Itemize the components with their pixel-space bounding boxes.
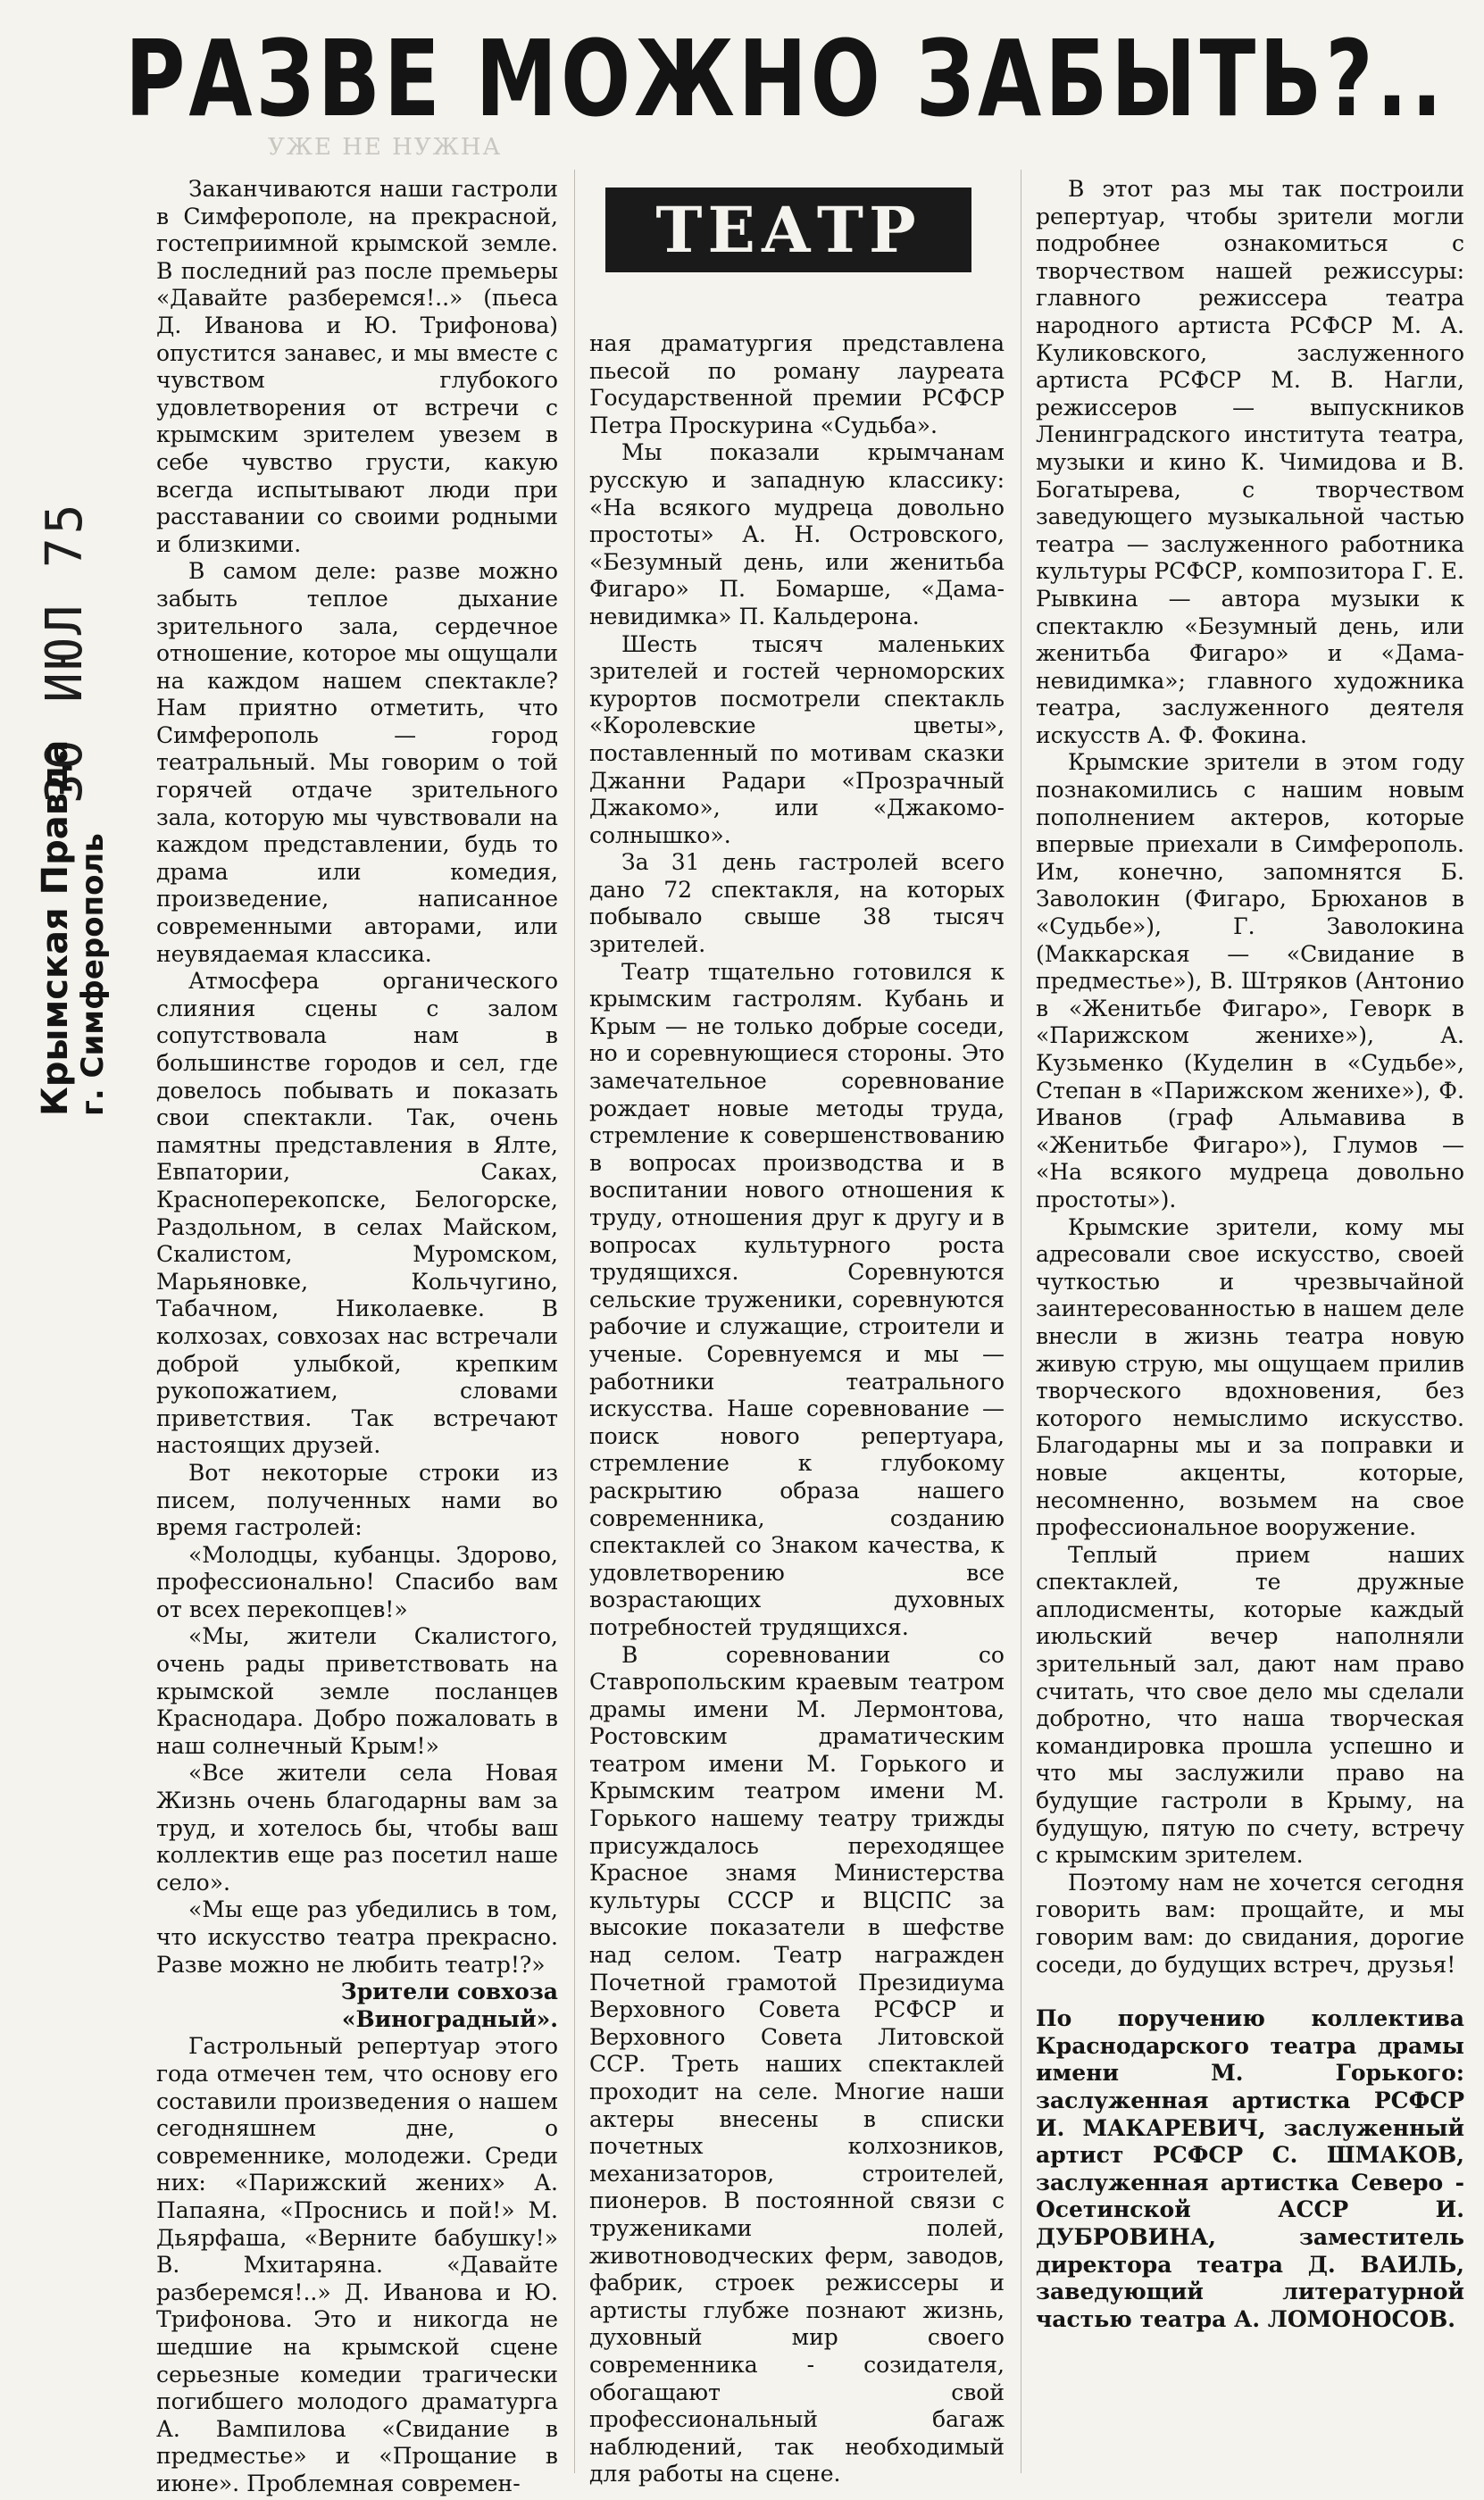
article-column-2: [589, 330, 1005, 2488]
quote: «Мы еще раз убедились в том, что искусство театра прекрасно. Разве можно не любить театр!?»: [156, 1896, 558, 1978]
paragraph: В соревновании со Ставропольским краевым театром драмы имени М. Лермонтова, Ростовским драматическим театром имени М. Горького и Крымским театром имени М. Горького нашему театру трижды присуждалось переходящее Красное знамя Министерства культуры СССР и ВЦСПС за высокие показатели в шефстве над селом. Театр награжден Почетной грамотой Президиума Верховного Совета РСФСР и Верховного Совета Литовской ССР. Треть наших спектаклей проходит на селе. Многие наши актеры внесены в списки почетных колхозников, механизаторов, строителей, пионеров. В постоянной связи с тружениками полей, животноводческих ферм, заводов, фабрик, строек режиссеры и артисты глубже познают жизнь, духовный мир своего современника - созидателя, обогащают свой профессиональный багаж наблюдений, так необходимый для работы на сцене.: [589, 1641, 1005, 2488]
paragraph: Заканчиваются наши гастроли в Симферополе, на прекрасной, гостеприимной крымской земле. В последний раз после премьеры «Давайте разберемся!..» (пьеса Д. Иванова и Ю. Трифонова) опустится занавес, и мы вместе с чувством глубокого удовлетворения от встречи с крымским зрителем увезем в себе чувство грусти, какую всегда испытывают люди при расставании со своими родными и близкими.: [156, 176, 558, 557]
paragraph: Крымские зрители в этом году познакомились с нашим новым пополнением актеров, которые впервые приехали в Симферополь. Им, конечно, запомнятся Б. Заволокин (Фигаро, Брюханов в «Судьбе»), Г. Заволокина (Маккарская — «Свидание в предместье»), В. Штряков (Антонио в «Женитьбе Фигаро», Геворк в «Парижском женихе»), А. Кузьменко (Куделин в «Судьбе», Степан в «Парижском женихе»), Ф. Иванов (граф Альмавива в «Женитьбе Фигаро»), Глумов — «На всякого мудреца довольно простоты»).: [1036, 749, 1464, 1212]
rubric-label: ТЕАТР: [655, 193, 921, 267]
paragraph: Гастрольный репертуар этого года отмечен тем, что основу его составили произведения о нашем сегодняшнем дне, о современнике, молодежи. Среди них: «Парижский жених» А. Папаяна, «Проснись и пой!» М. Дьярфаша, «Верните бабушку!» В. Мхитаряна. «Давайте разберемся!..» Д. Иванова и Ю. Трифонова. Это и никогда не шедшие на крымской сцене серьезные комедии трагически погибшего молодого драматурга А. Вампилова «Свидание в предместье» и «Прощание в июне». Проблемная современ-: [156, 2033, 558, 2496]
paragraph: Теплый прием наших спектаклей, те дружные аплодисменты, которые каждый июльский вечер наполняли зрительный зал, дают нам право считать, что свое дело мы сделали добротно, что наша творческая командировка прошла успешно и что мы заслужили право на будущие гастроли в Крыму, на будущую, пятую по счету, встречу с крымским зрителем.: [1036, 1541, 1464, 1869]
article-column-3: [1036, 176, 1464, 2333]
quote: «Все жители села Новая Жизнь очень благодарны вам за труд, и хотелось бы, чтобы ваш коллектив еще раз посетил наше село».: [156, 1760, 558, 1896]
paragraph: Вот некоторые строки из писем, полученных нами во время гастролей:: [156, 1459, 558, 1541]
rubric-banner: [605, 188, 971, 272]
paragraph: Атмосфера органического слияния сцены с залом сопутствовала нам в большинстве городов и сел, где довелось побывать и показать свои спектакли. Так, очень памятны представления в Ялте, Евпатории, Саках, Красноперекопске, Белогорске, Раздольном, в селах Майском, Скалистом, Муромском, Марьяновке, Кольчугино, Табачном, Николаевке. В колхозах, совхозах нас встречали доброй улыбкой, крепким рукопожатием, словами приветствия. Так встречают настоящих друзей.: [156, 968, 558, 1459]
quote: «Мы, жители Скалистого, очень рады приветствовать на крымской земле посланцев Краснодара. Добро пожаловать в наш солнечный Крым!»: [156, 1623, 558, 1759]
paragraph: Поэтому нам не хочется сегодня говорить вам: прощайте, и мы говорим вам: до свидания, дорогие соседи, до будущих встреч, друзья!: [1036, 1869, 1464, 1978]
paragraph: Театр тщательно готовился к крымским гастролям. Кубань и Крым — не только добрые соседи, но и соревнующиеся стороны. Это замечательное соревнование рождает новые методы труда, стремление к совершенствованию в вопросах производства и в воспитании нового отношения к труду, отношения друг к другу и в вопросах культурного роста трудящихся. Соревнуются сельские труженики, соревнуются рабочие и служащие, строители и ученые. Соревнуемся и мы — работники театрального искусства. Наше соревнование — поиск нового репертуара, стремление к глубокому раскрытию образа нашего современника, созданию спектаклей со Знаком качества, к удовлетворению все возрастающих духовных потребностей трудящихся.: [589, 958, 1005, 1640]
headline: РАЗВЕ МОЖНО ЗАБЫТЬ?..: [125, 17, 1446, 140]
paragraph: В самом деле: разве можно забыть теплое дыхание зрительного зала, сердечное отношение, которое мы ощущали на каждом нашем спектакле? Нам приятно отметить, что Симферополь — город театральный. Мы говорим о той горячей отдаче зрительного зала, которую мы чувствовали на каждом представлении, будь то драма или комедия, произведение, написанное современными авторами, или неувядаемая классика.: [156, 558, 558, 967]
quote-signature: Зрители совхоза «Виноградный».: [340, 1979, 558, 2032]
column-divider: [574, 170, 575, 2473]
date-stamp: 30 ИЮЛ 75: [36, 500, 94, 804]
publication-stamp: [36, 705, 111, 1116]
paragraph: Мы показали крымчанам русскую и западную классику: «На всякого мудреца довольно простоты» А. Н. Островского, «Безумный день, или женитьба Фигаро» П. Бомарше, «Дама-невидимка» П. Кальдерона.: [589, 439, 1005, 629]
article-column-1: [156, 176, 558, 2497]
article-signature: По поручению коллектива Краснодарского театра драмы имени М. Горького: заслуженная артистка РСФСР И. МАКАРЕВИЧ, заслуженный артист РСФСР С. ШМАКОВ, заслуженная артистка Северо - Осетинской АССР И. ДУБРОВИНА, заместитель директора театра Д. ВАИЛЬ, заведующий литературной частью театра А. ЛОМОНОСОВ.: [1036, 2005, 1464, 2332]
paragraph: ная драматургия представлена пьесой по роману лауреата Государственной премии РСФСР Петра Проскурина «Судьба».: [589, 330, 1005, 438]
paragraph: Крымские зрители, кому мы адресовали свое искусство, своей чуткостью и чрезвычайной заинтересованностью в нашем деле внесли в жизнь театра новую живую струю, мы ощущаем прилив творческого вдохновения, без которого немыслимо искусство. Благодарны мы и за поправки и новые акценты, которые, несомненно, возьмем на свое профессиональное вооружение.: [1036, 1213, 1464, 1541]
paragraph: Шесть тысяч маленьких зрителей и гостей черноморских курортов посмотрели спектакль «Королевские цветы», поставленный по мотивам сказки Джанни Радари «Прозрачный Джакомо», или «Джакомо-солнышко».: [589, 630, 1005, 848]
publication-city: г. Симферополь: [75, 833, 111, 1116]
paragraph: В этот раз мы так построили репертуар, чтобы зрители могли подробнее ознакомиться с творчеством нашей режиссуры: главного режиссера театра народного артиста РСФСР М. А. Куликовского, заслуженного артиста РСФСР М. В. Нагли, режиссеров — выпускников Ленинградского института театра, музыки и кино К. Чимидова и В. Богатырева, с творчеством заведующего музыкальной частью театра — заслуженного работника культуры РСФСР, композитора Г. Е. Рывкина — автора музыки к спектаклю «Безумный день, или женитьба Фигаро» и «Дама-невидимка»; главного художника театра, заслуженного деятеля искусств А. Ф. Фокина.: [1036, 176, 1464, 748]
quote: «Молодцы, кубанцы. Здорово, профессионально! Спасибо вам от всех перекопцев!»: [156, 1541, 558, 1622]
paragraph: За 31 день гастролей всего дано 72 спектакля, на которых побывало свыше 38 тысяч зрителей.: [589, 849, 1005, 958]
publication-name: Крымская Правда: [35, 739, 76, 1116]
ghost-show-through-text: УЖЕ НЕ НУЖНА: [268, 134, 503, 161]
